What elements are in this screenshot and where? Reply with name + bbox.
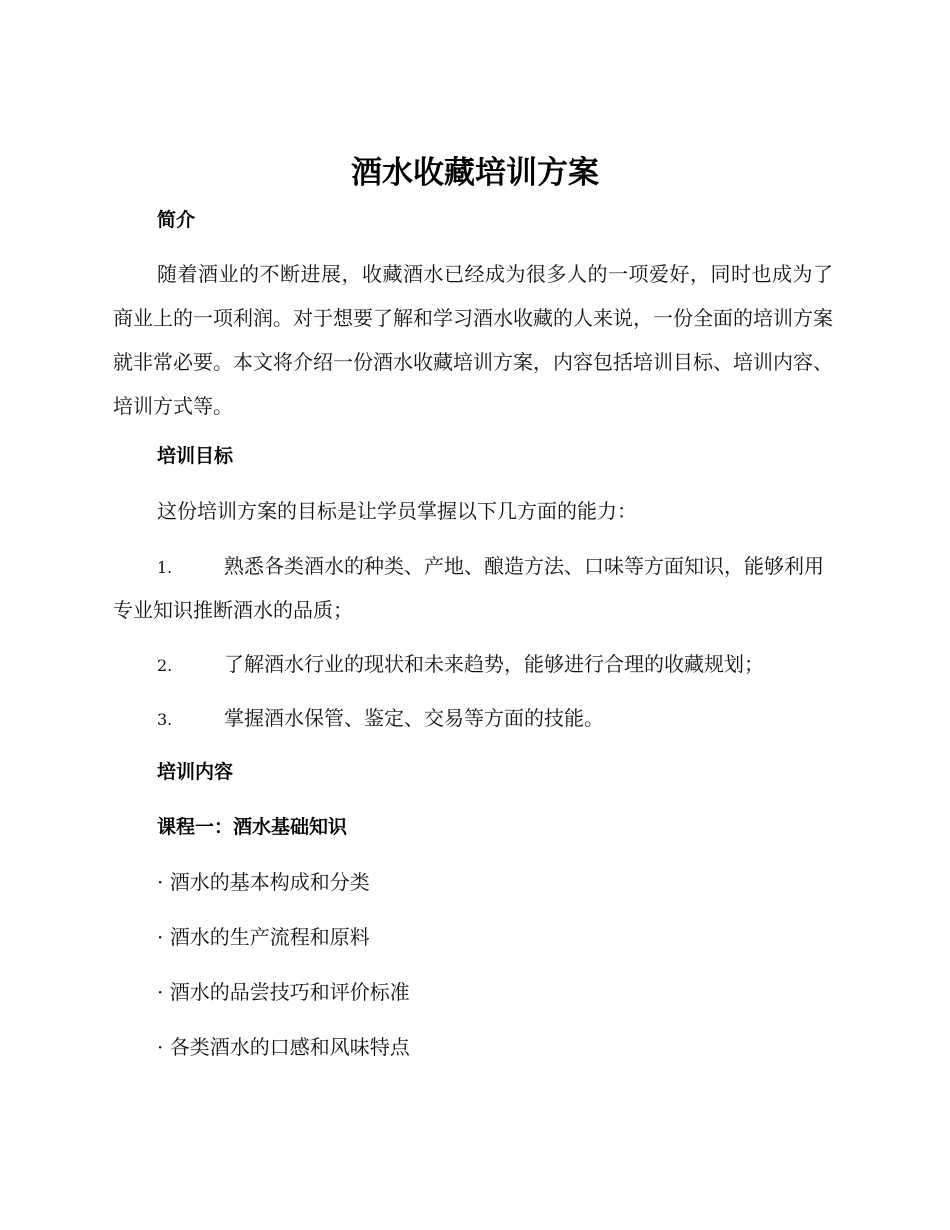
course-bullet-item: · 酒水的基本构成和分类 (157, 870, 370, 894)
goal-item-3 (113, 697, 833, 741)
course-bullet-item: · 各类酒水的口感和风味特点 (157, 1035, 410, 1059)
goal-item-1 (113, 545, 833, 631)
section-heading-goals: 培训目标 (157, 445, 234, 467)
section-heading-content: 培训内容 (157, 761, 234, 783)
goal-item-number: 3. (157, 710, 173, 729)
goal-item-text: 了解酒水行业的现状和未来趋势，能够进行合理的收藏规划； (224, 652, 764, 676)
course-bullet-item: · 酒水的品尝技巧和评价标准 (157, 980, 410, 1004)
goal-item-number: 2. (157, 656, 173, 675)
goal-item-number: 1. (157, 558, 173, 577)
goal-item-text: 熟悉各类酒水的种类、产地、酿造方法、口味等方面知识，能够利用专业知识推断酒水的品质； (113, 554, 824, 622)
goal-item-text: 掌握酒水保管、鉴定、交易等方面的技能。 (224, 706, 604, 730)
course-heading-1: 课程一：酒水基础知识 (157, 816, 348, 838)
intro-paragraph: 随着酒业的不断进展，收藏酒水已经成为很多人的一项爱好，同时也成为了商业上的一项利润。对于想要了解和学习酒水收藏的人来说，一份全面的培训方案就非常必要。本文将介绍一份酒水收藏培训方案，内容包括培训目标、培训内容、培训方式等。 (113, 262, 833, 418)
document-title: 酒水收藏培训方案 (351, 155, 599, 191)
goals-lead-text: 这份培训方案的目标是让学员掌握以下几方面的能力： (157, 499, 637, 523)
goal-item-2 (113, 643, 833, 687)
section-heading-intro: 简介 (157, 209, 196, 231)
course-bullet-item: · 酒水的生产流程和原料 (157, 925, 370, 949)
